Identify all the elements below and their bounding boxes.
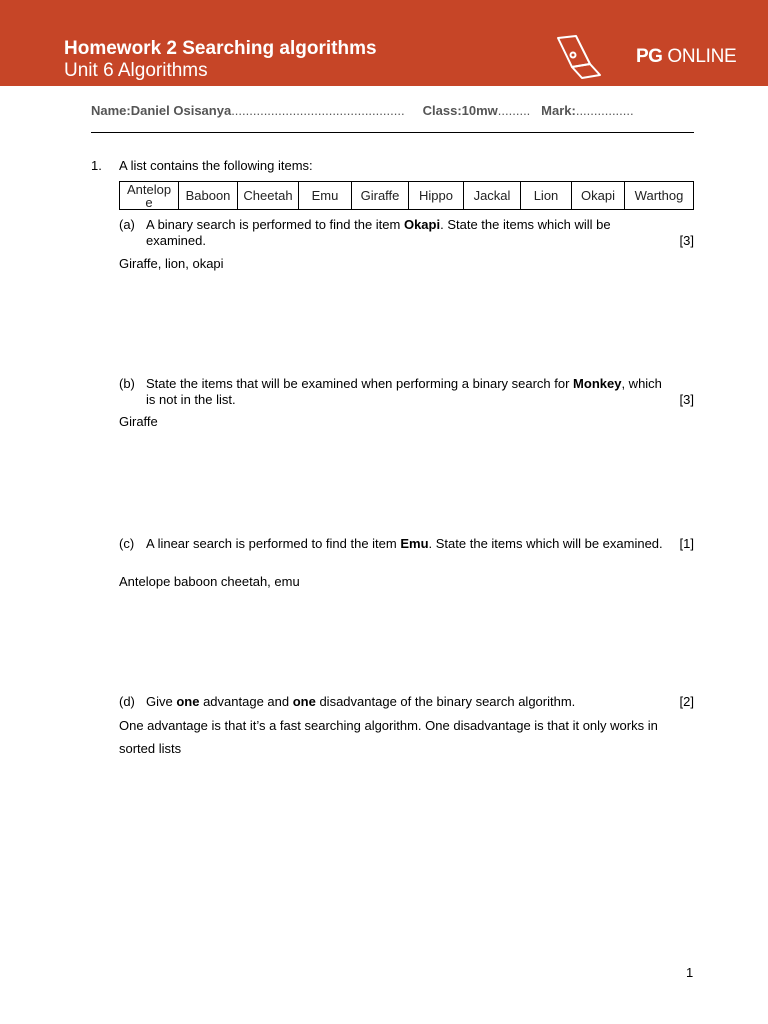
table-cell: Emu <box>299 182 352 210</box>
question-intro: A list contains the following items: <box>119 158 313 173</box>
part-label: (b) <box>119 376 135 391</box>
table-row <box>120 182 694 210</box>
name-label: Name:Daniel Osisanya <box>91 103 232 118</box>
table-cell: Antelop e <box>120 182 179 210</box>
part-text: A linear search is performed to find the item Emu. State the items which will be examined. <box>146 536 663 551</box>
question-part-a <box>119 217 694 249</box>
table-cell: Hippo <box>409 182 464 210</box>
page-number: 1 <box>686 965 694 980</box>
class-label: Class:10mw <box>422 103 498 118</box>
part-text: A binary search is performed to find the item Okapi. State the items which will be examined. <box>146 217 611 248</box>
laptop-icon <box>554 34 632 80</box>
table-cell: Lion <box>521 182 572 210</box>
answer-a: Giraffe, lion, okapi <box>119 256 224 271</box>
answer-c: Antelope baboon cheetah, emu <box>119 574 300 589</box>
marks: [3] <box>679 392 694 407</box>
table-cell: Warthog <box>625 182 694 210</box>
part-label: (a) <box>119 217 135 232</box>
name-dots: ................................................ <box>231 103 405 118</box>
logo-text: PG ONLINE <box>636 46 737 67</box>
part-label: (c) <box>119 536 135 551</box>
part-text: Give one advantage and one disadvantage of the binary search algorithm. <box>146 694 576 709</box>
table-cell: Cheetah <box>238 182 299 210</box>
marks: [1] <box>679 536 694 551</box>
divider <box>91 132 694 133</box>
document-title: Homework 2 Searching algorithms <box>64 38 377 59</box>
mark-dots: ................ <box>575 103 634 118</box>
table-cell: Giraffe <box>352 182 409 210</box>
items-table <box>119 181 694 210</box>
table-cell: Okapi <box>572 182 625 210</box>
student-info-line <box>91 103 694 118</box>
question-part-c <box>119 536 694 552</box>
table-cell: Baboon <box>179 182 238 210</box>
answer-d: One advantage is that it’s a fast searching algorithm. One disadvantage is that it only works in sorted lists <box>119 718 658 756</box>
mark-label: Mark: <box>541 103 576 118</box>
part-label: (d) <box>119 694 135 709</box>
part-text: State the items that will be examined when performing a binary search for Monkey, which is not in the list. <box>146 376 662 407</box>
pg-online-logo <box>554 34 736 80</box>
marks: [2] <box>679 694 694 709</box>
marks: [3] <box>679 233 694 248</box>
document-header <box>0 0 768 86</box>
class-dots: ......... <box>497 103 531 118</box>
question-number: 1. <box>91 158 102 173</box>
question-part-b <box>119 376 694 408</box>
document-subtitle: Unit 6 Algorithms <box>64 60 208 81</box>
table-cell: Jackal <box>464 182 521 210</box>
answer-b: Giraffe <box>119 414 158 429</box>
question-part-d <box>119 694 694 710</box>
